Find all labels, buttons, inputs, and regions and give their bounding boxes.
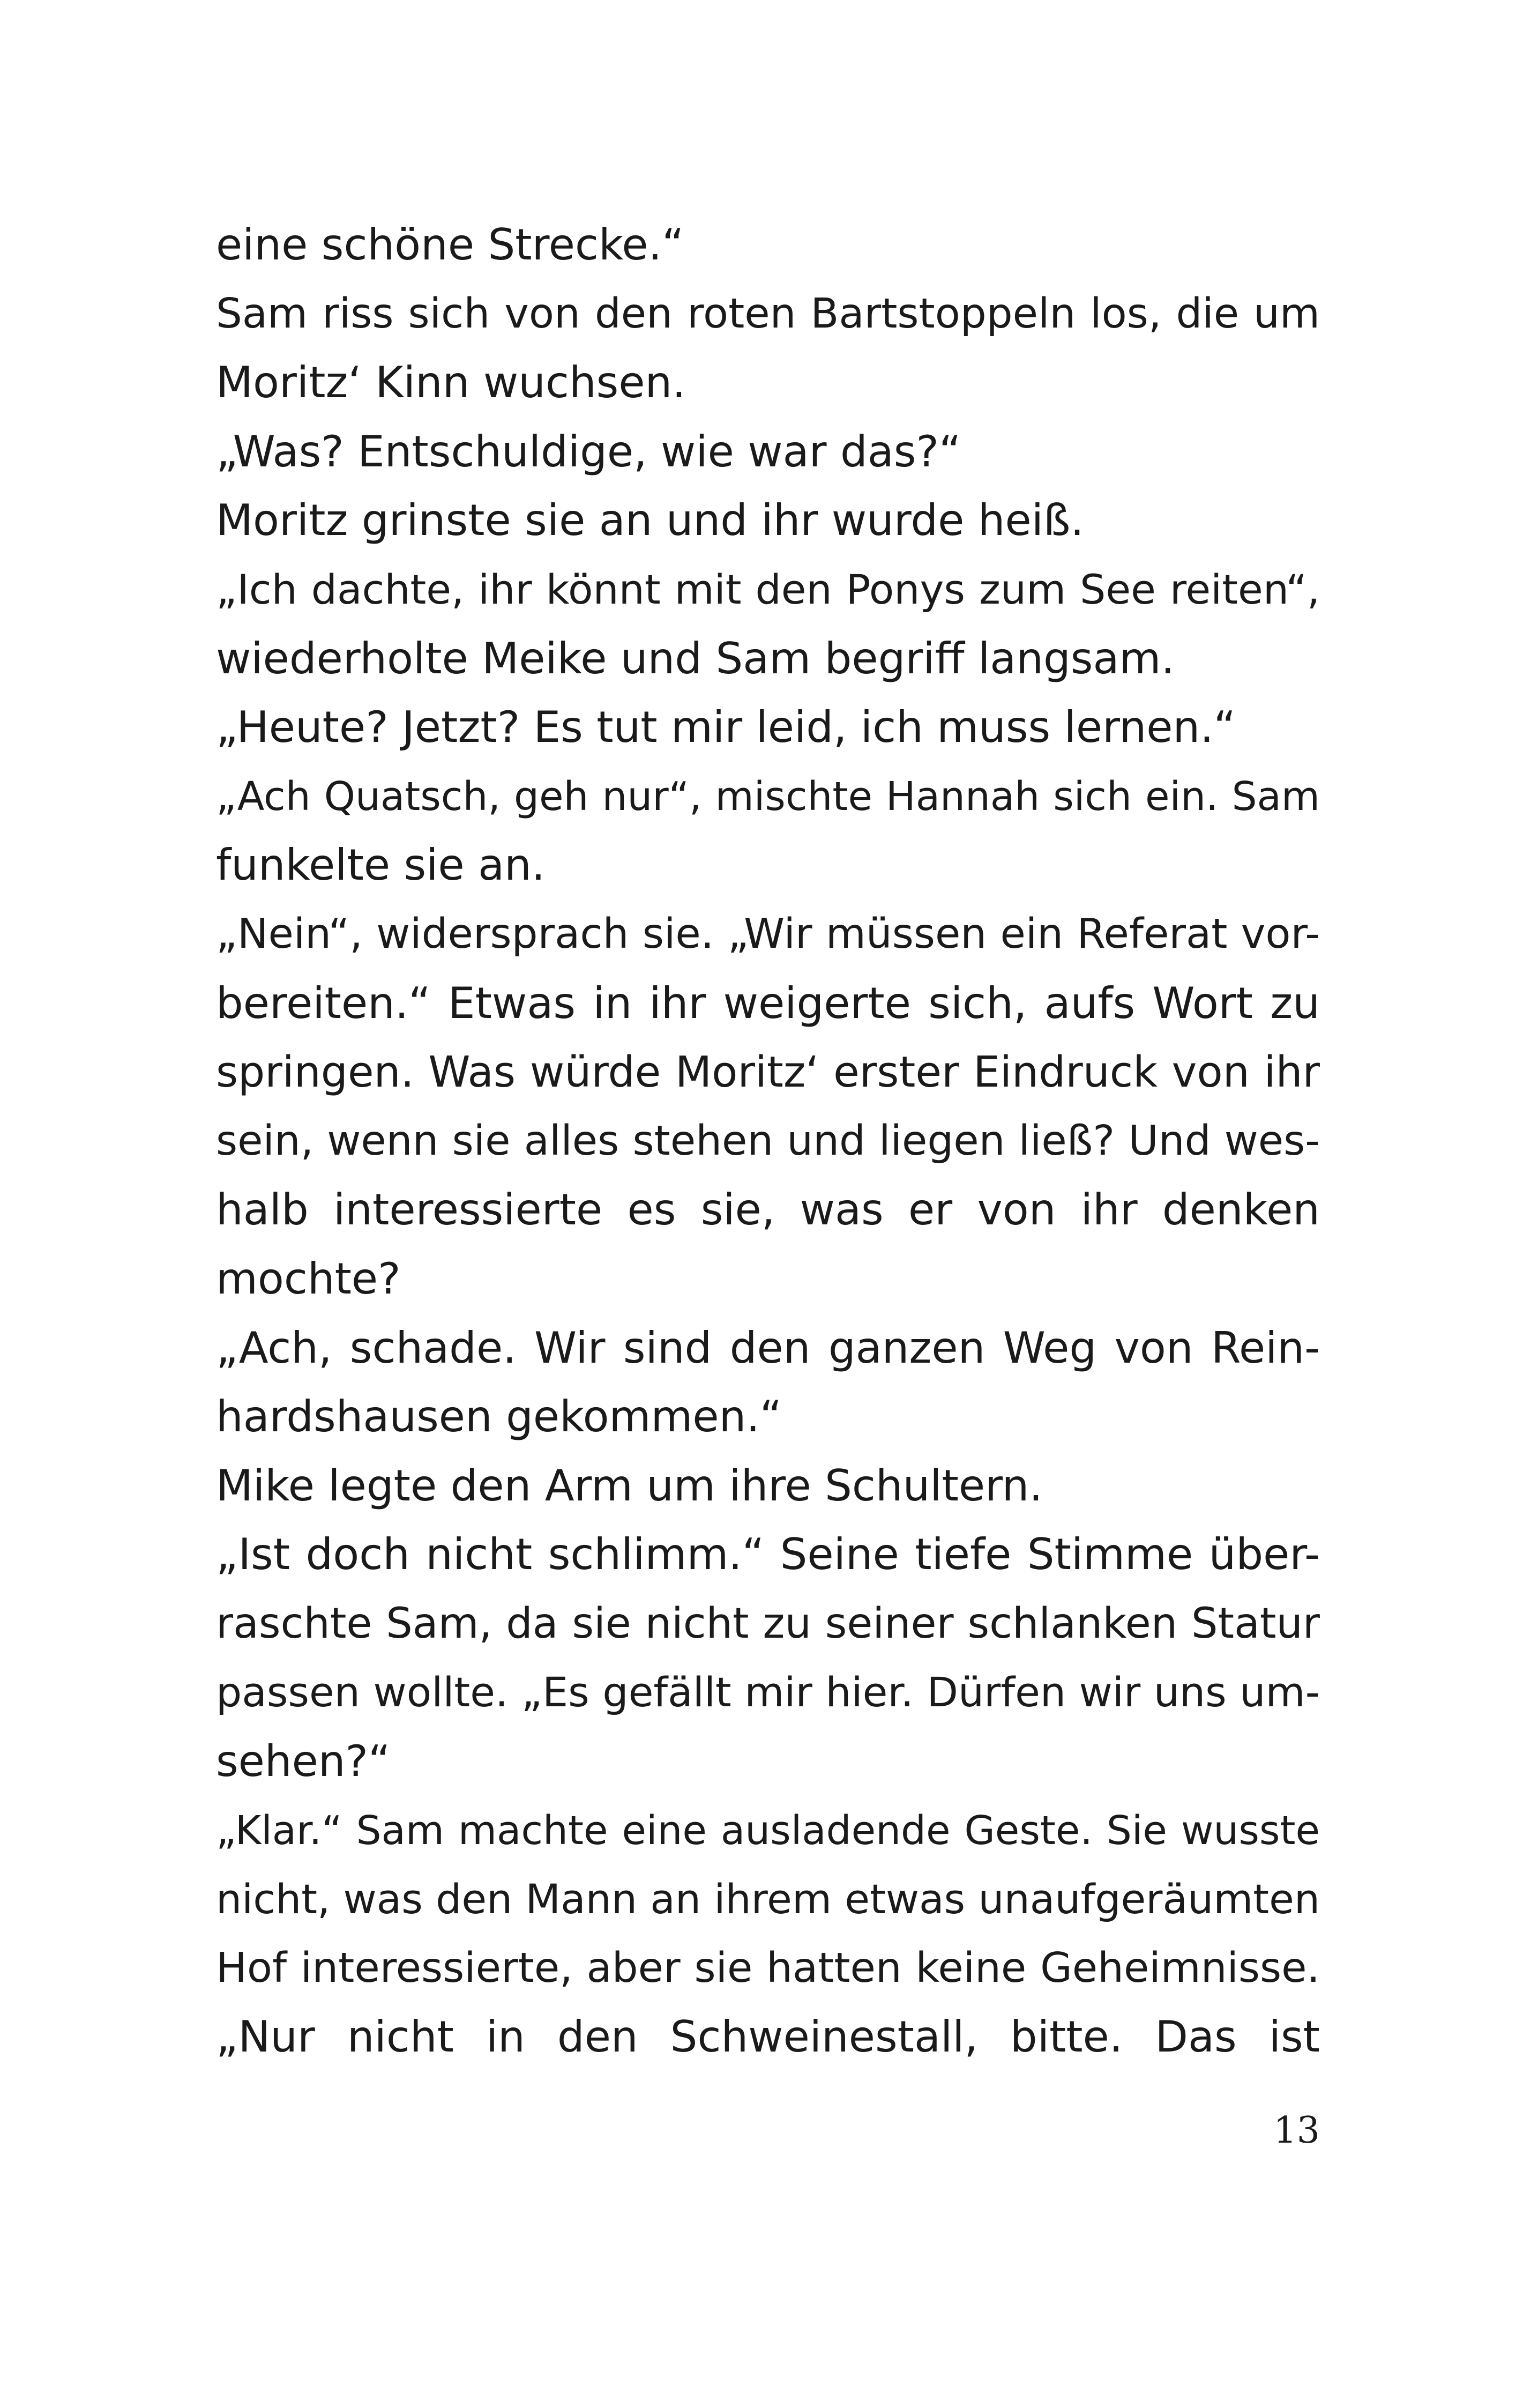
text-line: Moritz grinste sie an und ihr wurde heiß. bbox=[216, 495, 1084, 546]
text-line: Hof interessierte, aber sie hatten keine Geheimnisse. bbox=[216, 1944, 1320, 1992]
text-line: „Ich dachte, ihr könnt mit den Ponys zum See reiten“, bbox=[216, 565, 1320, 613]
text-line: passen wollte. „Es gefällt mir hier. Dürfen wir uns um- bbox=[216, 1668, 1320, 1716]
text-line: sein, wenn sie alles stehen und liegen ließ? Und wes- bbox=[216, 1117, 1320, 1165]
text-line: „Nein“, widersprach sie. „Wir müssen ein Referat vor- bbox=[216, 910, 1320, 958]
text-line: „Klar.“ Sam machte eine ausladende Geste. Sie wusste bbox=[216, 1807, 1320, 1854]
text-line: bereiten.“ Etwas in ihr weigerte sich, aufs Wort zu bbox=[216, 978, 1320, 1028]
body-text bbox=[216, 211, 1320, 2072]
text-line: „Ist doch nicht schlimm.“ Seine tiefe Stimme über- bbox=[216, 1529, 1320, 1580]
text-line: „Nur nicht in den Schweinestall, bitte. Das ist bbox=[216, 2012, 1320, 2062]
text-line: springen. Was würde Moritz‘ erster Eindruck von ihr bbox=[216, 1047, 1320, 1097]
page-number: 13 bbox=[1273, 2109, 1320, 2152]
text-line: Mike legte den Arm um ihre Schultern. bbox=[216, 1460, 1043, 1511]
text-line: hardshausen gekommen.“ bbox=[216, 1392, 782, 1442]
text-line: „Ach Quatsch, geh nur“, mischte Hannah sich ein. Sam bbox=[216, 773, 1320, 820]
text-line: halb interessierte es sie, was er von ihr denken bbox=[216, 1185, 1320, 1235]
text-line: raschte Sam, da sie nicht zu seiner schlanken Statur bbox=[216, 1599, 1320, 1648]
text-line: funkelte sie an. bbox=[216, 840, 546, 890]
text-line: mochte? bbox=[216, 1253, 401, 1304]
text-line: sehen?“ bbox=[216, 1736, 391, 1787]
text-line: „Heute? Jetzt? Es tut mir leid, ich muss lernen.“ bbox=[216, 702, 1236, 753]
text-line: Moritz‘ Kinn wuchsen. bbox=[216, 358, 686, 408]
text-line: „Was? Entschuldige, wie war das?“ bbox=[216, 426, 961, 477]
text-line: Sam riss sich von den roten Bartstoppeln los, die um bbox=[216, 289, 1320, 338]
text-line: nicht, was den Mann an ihrem etwas unaufgeräumten bbox=[216, 1875, 1320, 1923]
text-line: eine schöne Strecke.“ bbox=[216, 220, 684, 270]
text-line: „Ach, schade. Wir sind den ganzen Weg von Rein- bbox=[216, 1322, 1320, 1373]
text-line: wiederholte Meike und Sam begriff langsam. bbox=[216, 633, 1175, 683]
